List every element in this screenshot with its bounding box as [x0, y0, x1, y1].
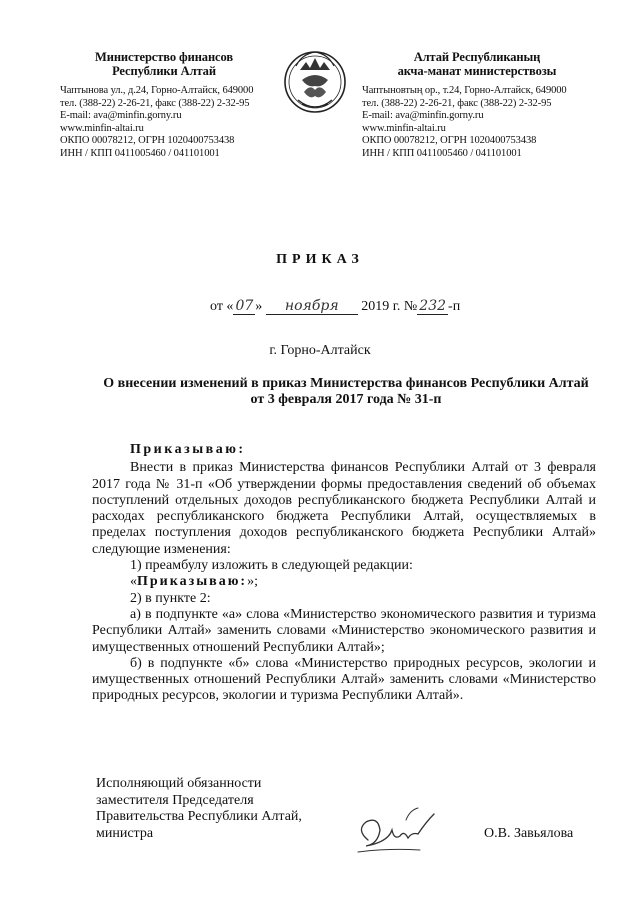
email-ru: E-mail: ava@minfin.gorny.ru [60, 110, 182, 121]
okpo-ru: ОКПО 00078212, ОГРН 1020400753438 [60, 135, 235, 146]
paragraph-item-1: 1) преамбулу изложить в следующей редакции: [130, 558, 413, 574]
document-body [92, 442, 596, 705]
order-number: 232 [419, 298, 447, 314]
paragraph-item-2: 2) в пункте 2: [130, 590, 211, 606]
date-line [210, 298, 460, 315]
paragraph-subitem-a: а) в подпункте «а» слова «Министерство экономического развития и туризма Республики Алтай» заменить словами «Министерство экономического развития и имущественных отношений Республики Алтай»; [92, 606, 596, 655]
document-subject: О внесении изменений в приказ Министерства финансов Республики Алтай от 3 февраля 2017 года № 31-п [103, 376, 589, 407]
email-alt: E-mail: ava@minfin.gorny.ru [362, 110, 484, 121]
org-name-alt-line1: Алтай Республиканың [413, 50, 541, 64]
org-name-ru-line2: Республики Алтай [112, 64, 216, 78]
org-name-alt-line2: акча-манат министерствозы [397, 64, 557, 78]
paragraph-subitem-b: б) в подпункте «б» слова «Министерство природных ресурсов, экологии и имущественных отношений Республики Алтай» заменить словами «Министерство природных ресурсов, экологии и туризма Республики Алтай». [92, 655, 596, 704]
order-number-suffix: -п [448, 299, 461, 314]
date-month: ноября [266, 298, 358, 315]
paragraph-preamble: «Приказываю:»; [130, 574, 258, 590]
order-lead: Приказываю: [130, 442, 246, 457]
org-name-ru-line1: Министерство финансов [95, 50, 233, 64]
okpo-alt: ОКПО 00078212, ОГРН 1020400753438 [362, 135, 537, 146]
address-ru: Чаптынова ул., д.24, Горно-Алтайск, 649000 [60, 85, 254, 96]
website-ru: www.minfin-altai.ru [60, 122, 144, 134]
phone-alt: тел. (388-22) 2-26-21, факс (388-22) 2-32-95 [362, 97, 552, 109]
preamble-word: Приказываю: [137, 574, 248, 590]
paragraph-main: Внести в приказ Министерства финансов Республики Алтай от 3 февраля 2017 года № 31-п «Об утверждении формы предоставления сведений об объемах поступлений отдельных доходов республиканского бюджета Республики Алтай и расходах республиканского бюджета Республики Алтай, осуществляемых в пределах поступления доходов республиканского бюджета Республики Алтай» следующие изменения: [92, 460, 596, 557]
date-year: 2019 г. № [361, 299, 418, 314]
handwritten-signature-icon [348, 800, 448, 864]
inn-ru: ИНН / КПП 0411005460 / 041101001 [60, 147, 220, 159]
date-day: 07 [235, 298, 254, 314]
address-alt: Чаптыновтың ор., т.24, Горно-Алтайск, 649000 [362, 85, 567, 96]
coat-of-arms-icon [282, 44, 348, 120]
date-prefix: от « [210, 299, 234, 314]
header-left [60, 50, 268, 160]
inn-alt: ИНН / КПП 0411005460 / 041101001 [362, 147, 522, 159]
signatory-position: Исполняющий обязанности заместителя Председателя Правительства Республики Алтай, министра [96, 776, 302, 841]
phone-ru: тел. (388-22) 2-26-21, факс (388-22) 2-32-95 [60, 97, 250, 109]
date-mid: » [255, 299, 263, 314]
city: г. Горно-Алтайск [269, 343, 371, 358]
header-right [362, 50, 592, 160]
signatory-name: О.В. Завьялова [484, 826, 574, 841]
document-title: ПРИКАЗ [276, 252, 364, 267]
website-alt: www.minfin-altai.ru [362, 122, 446, 134]
